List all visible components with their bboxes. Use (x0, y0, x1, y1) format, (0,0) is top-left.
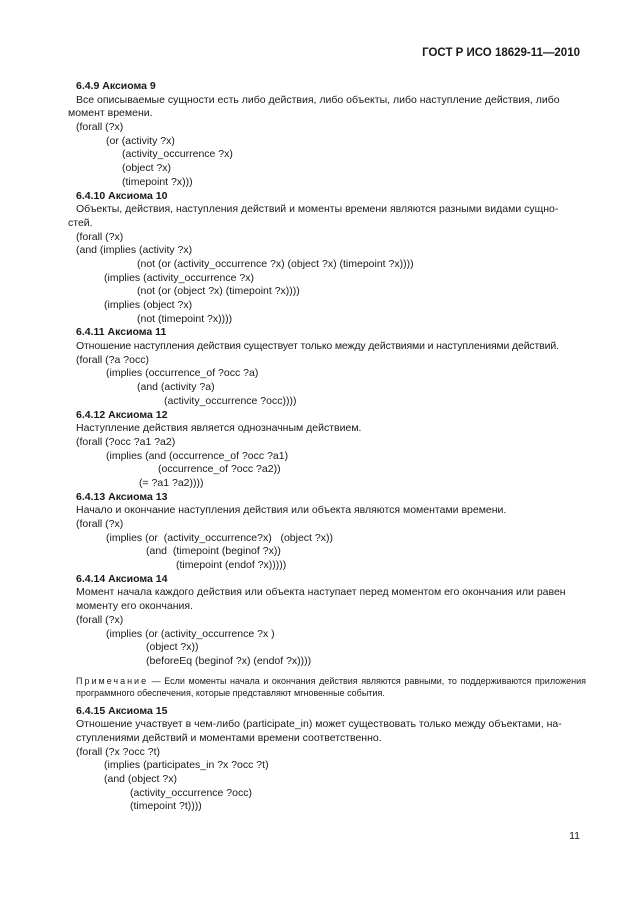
section-text: Начало и окончание наступления действия или объекта являются моментами времени. (76, 504, 507, 517)
code-line: (not (timepoint ?x)))) (137, 312, 233, 325)
note-text: — Если моменты начала и окончания действия являются равными, то поддерживаются приложения программного обеспечения, которые представляют мгновенные события. (76, 675, 586, 698)
code-line: (activity_occurrence ?occ) (130, 786, 252, 799)
section-heading-6-4-12: 6.4.12 Аксиома 12 (76, 408, 168, 421)
code-line: (implies (object ?x) (104, 299, 193, 311)
note-lead: Примечание (76, 675, 149, 686)
note-block (76, 675, 586, 699)
code-line: (implies (occurrence_of ?occ ?a) (106, 367, 259, 380)
code-line: (occurrence_of ?occ ?a2)) (158, 463, 281, 476)
code-line: (and (implies (activity ?x) (76, 244, 193, 257)
code-line: (timepoint (endof ?x))))) (176, 559, 287, 572)
section-text: Наступление действия является однозначным действием. (76, 422, 362, 435)
code-line: (and (timepoint (beginof ?x)) (146, 545, 281, 558)
code-line: (forall (?occ ?a1 ?a2) (76, 435, 176, 448)
code-line: (forall (?a ?occ) (76, 353, 149, 366)
code-line: (object ?x)) (146, 641, 199, 654)
code-line: (forall (?x) (76, 613, 124, 626)
code-line: (implies (activity_occurrence ?x) (104, 271, 254, 284)
section-heading-6-4-11: 6.4.11 Аксиома 11 (76, 326, 167, 339)
code-line: (not (or (activity_occurrence ?x) (object ?x) (timepoint ?x)))) (137, 257, 414, 270)
section-heading-6-4-14: 6.4.14 Аксиома 14 (76, 572, 168, 585)
code-line: (and (object ?x) (104, 773, 177, 785)
section-text: Момент начала каждого действия или объекта наступает перед моментом его окончания или равен (76, 586, 566, 599)
code-line: (timepoint ?x))) (122, 175, 193, 188)
code-line: (= ?a1 ?a2)))) (139, 476, 204, 489)
page-number: 11 (569, 830, 580, 842)
code-line: (implies (and (occurrence_of ?occ ?a1) (106, 449, 289, 462)
code-line: (not (or (object ?x) (timepoint ?x)))) (137, 285, 300, 298)
code-line: (object ?x) (122, 162, 172, 175)
code-line: (implies (participates_in ?x ?occ ?t) (104, 759, 269, 772)
section-heading-6-4-15: 6.4.15 Аксиома 15 (76, 704, 168, 717)
section-text: стей. (68, 216, 93, 229)
code-line: (forall (?x) (76, 230, 124, 243)
section-text: Все описываемые сущности есть либо действия, либо объекты, либо наступление действия, либо (76, 93, 560, 106)
code-line: (forall (?x) (76, 121, 124, 134)
code-line: (and (activity ?a) (137, 381, 215, 394)
code-line: (implies (or (activity_occurrence?x) (object ?x)) (106, 531, 333, 544)
code-line: (implies (or (activity_occurrence ?x ) (106, 627, 275, 640)
section-heading-6-4-13: 6.4.13 Аксиома 13 (76, 490, 168, 503)
section-text: ступлениями действий и моментами времени соответственно. (76, 731, 382, 744)
section-text: Объекты, действия, наступления действий и моменты времени являются разными видами сущно- (76, 203, 559, 216)
section-text: момент времени. (68, 107, 153, 120)
code-line: (forall (?x ?occ ?t) (76, 745, 161, 758)
code-line: (activity_occurrence ?x) (122, 148, 233, 161)
section-text: Отношение участвует в чем-либо (participate_in) может существовать только между объектами, на- (76, 718, 562, 731)
section-text: моменту его окончания. (76, 600, 193, 613)
code-line: (timepoint ?t)))) (130, 800, 202, 813)
code-line: (or (activity ?x) (106, 134, 175, 147)
code-line: (activity_occurrence ?occ)))) (164, 394, 297, 407)
document-body (68, 80, 586, 814)
section-heading-6-4-10: 6.4.10 Аксиома 10 (76, 189, 168, 202)
section-text: Отношение наступления действия существует только между действиями и наступлениями действий. (76, 340, 559, 353)
section-heading-6-4-9: 6.4.9 Аксиома 9 (76, 80, 156, 92)
page-header-standard-code: ГОСТ Р ИСО 18629-11—2010 (422, 47, 580, 59)
code-line: (forall (?x) (76, 518, 124, 530)
code-line: (beforeEq (beginof ?x) (endof ?x)))) (146, 654, 312, 667)
